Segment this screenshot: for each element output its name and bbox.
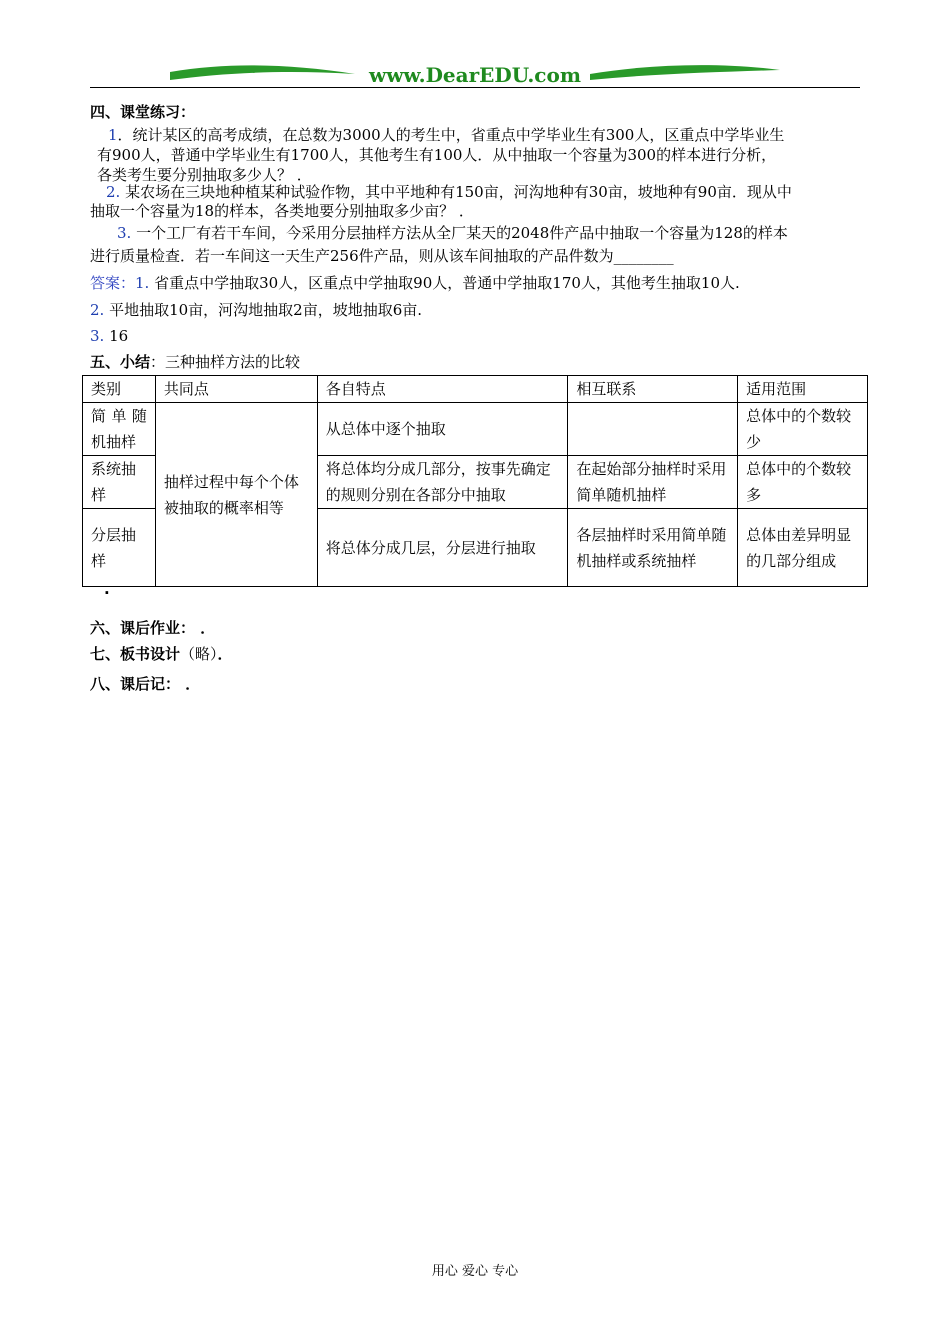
scope-cell: 总体由差异明显的几部分组成 — [738, 509, 868, 587]
section5-title: 五、小结 — [90, 353, 151, 371]
section7-title: 七、板书设计 — [90, 645, 181, 663]
logo-swoosh-right — [590, 65, 780, 80]
section7-line: 七、板书设计（略）． — [90, 645, 233, 663]
answer-line2: 2. 平地抽取10亩，河沟地抽取2亩，坡地抽取6亩. — [90, 301, 423, 319]
logo-swoosh-left — [170, 65, 355, 80]
relation-cell: 各层抽样时采用简单随机抽样或系统抽样 — [568, 509, 738, 587]
header-cell: 共同点 — [155, 376, 317, 403]
table-row — [83, 403, 868, 456]
answer-line3: 3. 16 — [90, 327, 129, 345]
q2-line1: 2. 某农场在三块地种植某种试验作物，其中平地种有150亩，河沟地种有30亩，坡地种有90亩．现从中 — [106, 183, 792, 201]
header-cell: 各自特点 — [317, 376, 568, 403]
q1-line3: 各类考生要分别抽取多少人？ ． — [97, 166, 312, 184]
feature-cell: 将总体分成几层，分层进行抽取 — [317, 509, 568, 587]
header-logo — [90, 60, 860, 90]
q3-line1: 3. 一个工厂有若干车间，今采用分层抽样方法从全厂某天的2048件产品中抽取一个容量为128的样本 — [117, 224, 788, 242]
header-cell: 适用范围 — [738, 376, 868, 403]
relation-cell — [568, 403, 738, 456]
q1-number: 1 — [108, 126, 118, 144]
trailing-dot: . — [104, 580, 110, 598]
header-rule — [90, 87, 860, 88]
section7-note: （略） — [180, 645, 218, 663]
scope-cell: 总体中的个数较少 — [738, 403, 868, 456]
header-cell: 类别 — [83, 376, 156, 403]
logo-text: www.DearEDU.com — [368, 63, 582, 87]
header-cell: 相互联系 — [568, 376, 738, 403]
section6-title: 六、课后作业： — [90, 619, 196, 637]
section5-subtitle: ：三种抽样方法的比较 — [150, 353, 301, 371]
answer-label: 答案： — [90, 274, 136, 292]
scope-cell: 总体中的个数较多 — [738, 456, 868, 509]
section8-line: 八、课后记： ． — [90, 675, 201, 693]
page-footer: 用心 爱心 专心 — [431, 1264, 519, 1279]
answer-line1: 答案：1. 省重点中学抽取30人，区重点中学抽取90人，普通中学抽取170人，其他考生抽取10人. — [90, 274, 740, 292]
feature-cell: 将总体均分成几部分，按事先确定的规则分别在各部分中抽取 — [317, 456, 568, 509]
section8-title: 八、课后记： — [90, 675, 181, 693]
type-cell: 系统抽样 — [83, 456, 156, 509]
q1-line2: 有900人，普通中学毕业生有1700人，其他考生有100人．从中抽取一个容量为300的样本进行分析， — [97, 146, 777, 164]
section5-heading — [90, 351, 300, 373]
feature-cell: 从总体中逐个抽取 — [317, 403, 568, 456]
q2-number: 2. — [106, 183, 121, 201]
comparison-table — [82, 375, 868, 587]
q2-line2: 抽取一个容量为18的样本，各类地要分别抽取多少亩？ ． — [90, 202, 474, 220]
q3-line2: 进行质量检查．若一车间这一天生产256件产品，则从该车间抽取的产品件数为________ — [90, 247, 674, 265]
section6-line: 六、课后作业： ． — [90, 619, 216, 637]
table-header-row — [83, 376, 868, 403]
common-cell: 抽样过程中每个个体被抽取的概率相等 — [155, 403, 317, 587]
type-cell: 简单随机抽样 — [83, 403, 156, 456]
type-cell: 分层抽样 — [83, 509, 156, 587]
relation-cell: 在起始部分抽样时采用简单随机抽样 — [568, 456, 738, 509]
q3-number: 3. — [117, 224, 132, 242]
q1-line1: 1．统计某区的高考成绩，在总数为3000人的考生中，省重点中学毕业生有300人，区重点中学毕业生 — [108, 126, 785, 144]
section4-title: 四、课堂练习： — [90, 103, 196, 121]
